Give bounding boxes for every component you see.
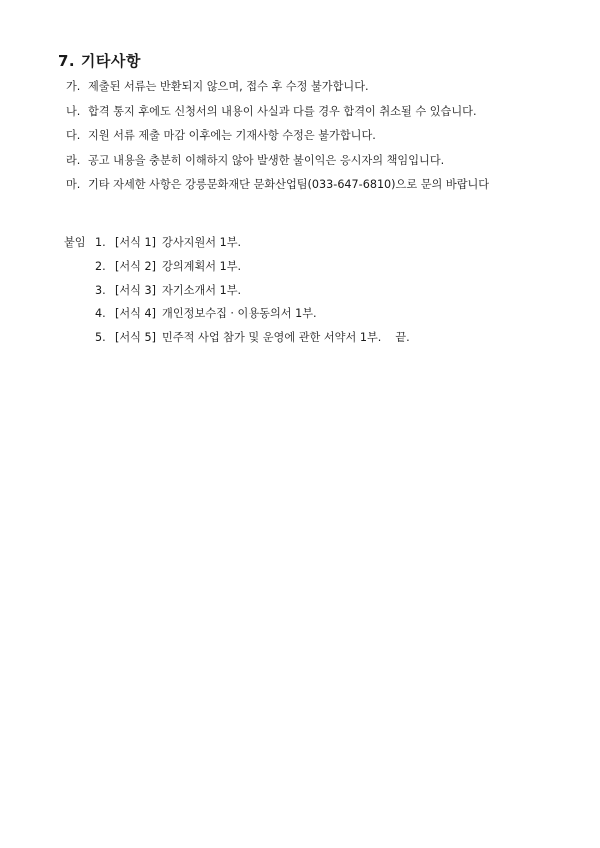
attachment-form: [서식 1] <box>115 236 157 249</box>
attachment-form: [서식 2] <box>115 259 157 273</box>
attachment-text: 강사지원서 1부. <box>162 236 242 249</box>
attachment-form: [서식 5] <box>115 331 157 345</box>
attachment-number: 2. <box>95 259 106 273</box>
note-item <box>66 128 489 153</box>
attachment-number: 3. <box>95 283 106 297</box>
attachment-form: [서식 3] <box>115 283 157 297</box>
note-marker: 나. <box>66 104 81 118</box>
attachment-item <box>95 306 410 330</box>
note-item <box>66 177 489 202</box>
note-marker: 마. <box>66 178 81 192</box>
note-text: 합격 통지 후에도 신청서의 내용이 사실과 다를 경우 합격이 취소될 수 있습니다. <box>88 104 477 118</box>
note-text: 지원 서류 제출 마감 이후에는 기재사항 수정은 불가합니다. <box>88 129 376 143</box>
note-item <box>66 104 489 129</box>
attachment-item <box>95 259 410 283</box>
note-text: 기타 자세한 사항은 강릉문화재단 문화산업팀(033-647-6810)으로 문의 바랍니다 <box>88 178 490 192</box>
note-item <box>66 79 489 104</box>
attachment-text: 민주적 사업 참가 및 운영에 관한 서약서 1부. <box>162 331 382 345</box>
attachments-list <box>95 235 410 354</box>
attachment-item <box>95 330 410 354</box>
note-item <box>66 153 489 178</box>
attachment-number: 1. <box>95 236 106 249</box>
attachment-item <box>95 235 410 259</box>
attachment-text: 개인정보수집 · 이용동의서 1부. <box>162 307 317 321</box>
note-text: 제출된 서류는 반환되지 않으며, 접수 후 수정 불가합니다. <box>88 80 369 93</box>
attachment-text: 자기소개서 1부. <box>162 283 242 297</box>
note-marker: 가. <box>66 80 81 93</box>
note-text: 공고 내용을 충분히 이해하지 않아 발생한 불이익은 응시자의 책임입니다. <box>88 153 445 167</box>
end-mark: 끝. <box>395 331 410 345</box>
attachment-item <box>95 283 410 307</box>
note-marker: 다. <box>66 129 81 143</box>
attachment-form: [서식 4] <box>115 307 157 321</box>
note-marker: 라. <box>66 153 81 167</box>
attachments-label: 붙임 <box>64 236 86 249</box>
attachment-number: 4. <box>95 307 106 321</box>
section-title: 7. 기타사항 <box>58 52 141 70</box>
attachment-text: 강의계획서 1부. <box>162 259 242 273</box>
notes-list <box>66 79 489 202</box>
attachment-number: 5. <box>95 331 106 345</box>
